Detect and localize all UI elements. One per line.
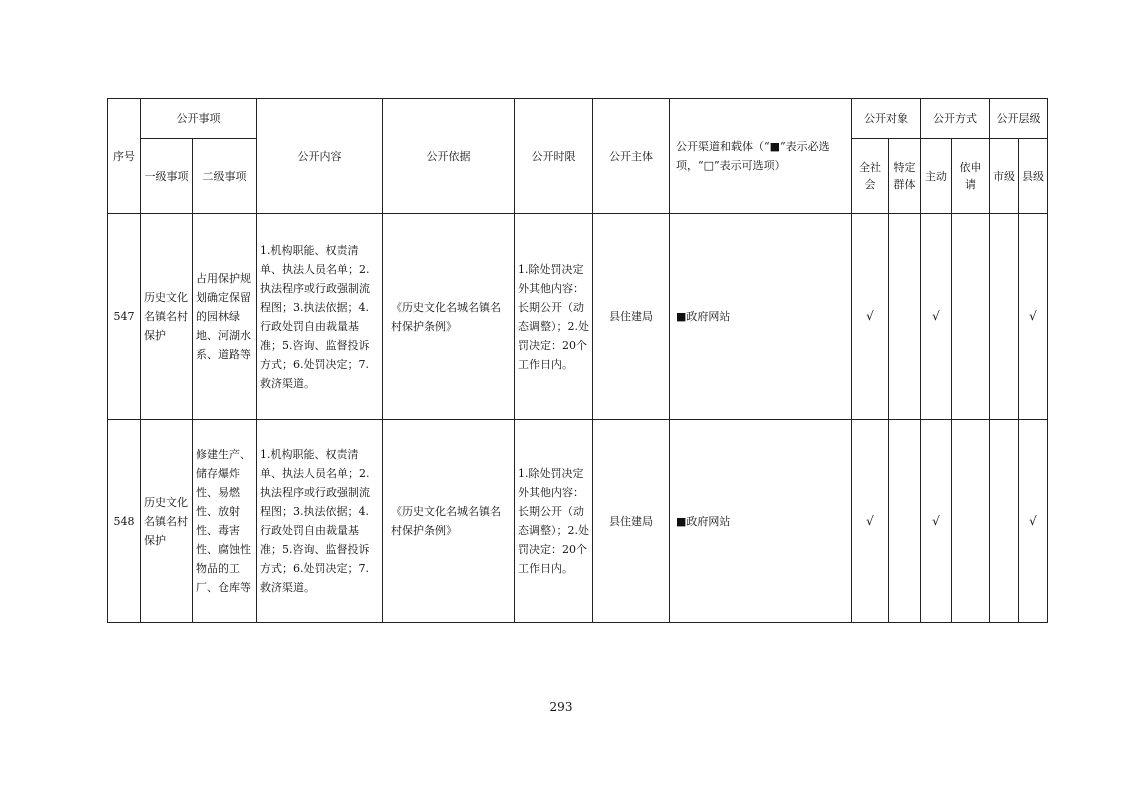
row-seq: 548 [108,420,141,623]
row-method-active: √ [921,214,952,420]
row-level1: 历史文化名镇名村保护 [141,214,193,420]
header-row [108,99,1048,139]
header-method-active-text: 主动 [925,169,947,183]
row-channel: ■政府网站 [670,214,852,420]
row-basis: 《历史文化名城名镇名村保护条例》 [383,420,515,623]
row-tier-city [990,214,1019,420]
header-method-request-text: 依申请 [959,161,982,191]
header-tier-city [990,139,1019,214]
header-method-request [952,139,990,214]
row-level1: 历史文化名镇名村保护 [141,420,193,623]
row-subject: 县住建局 [593,420,670,623]
row-content: 1.机构职能、权责清单、执法人员名单；2.执法程序或行政强制流程图；3.执法依据；4.行政处罚自由裁量基准；5.咨询、监督投诉方式；6.处罚决定；7.救济渠道。 [257,420,383,623]
header-level1: 一级事项 [141,139,193,214]
row-method-request [952,214,990,420]
disclosure-table [107,98,1048,623]
header-target-specific [889,139,921,214]
header-target-specific-text: 特定群体 [893,161,916,191]
header-target: 公开对象 [852,99,921,139]
row-level2: 修建生产、储存爆炸性、易燃性、放射性、毒害性、腐蚀性物品的工厂、仓库等 [193,420,257,623]
row-time: 1.除处罚决定外其他内容：长期公开（动态调整）；2.处罚决定：20个工作日内。 [515,214,593,420]
table-row [108,420,1048,623]
row-target-all: √ [852,420,889,623]
header-basis: 公开依据 [383,99,515,214]
header-target-all-text: 全社会 [859,161,881,191]
row-content: 1.机构职能、权责清单、执法人员名单；2.执法程序或行政强制流程图；3.执法依据；4.行政处罚自由裁量基准；5.咨询、监督投诉方式；6.处罚决定；7.救济渠道。 [257,214,383,420]
row-basis: 《历史文化名城名镇名村保护条例》 [383,214,515,420]
row-channel: ■政府网站 [670,420,852,623]
table-row [108,214,1048,420]
header-method-active [921,139,952,214]
header-tier-county-text: 县级 [1022,169,1044,183]
row-level2: 占用保护规划确定保留的园林绿地、河湖水系、道路等 [193,214,257,420]
header-tier-city-text: 市级 [993,169,1015,183]
header-time: 公开时限 [515,99,593,214]
page-number: 293 [549,700,573,714]
header-channel: 公开渠道和载体（“■”表示必选项，“□”表示可选项） [670,99,852,214]
header-tier-county [1019,139,1048,214]
header-method: 公开方式 [921,99,990,139]
header-level2: 二级事项 [193,139,257,214]
row-target-all: √ [852,214,889,420]
row-seq: 547 [108,214,141,420]
row-target-specific [889,420,921,623]
header-subject: 公开主体 [593,99,670,214]
header-items: 公开事项 [141,99,257,139]
header-tier: 公开层级 [990,99,1048,139]
row-method-request [952,420,990,623]
row-tier-county: √ [1019,420,1048,623]
header-content: 公开内容 [257,99,383,214]
row-target-specific [889,214,921,420]
row-time: 1.除处罚决定外其他内容：长期公开（动态调整）；2.处罚决定：20个工作日内。 [515,420,593,623]
header-seq: 序号 [108,99,141,214]
row-tier-county: √ [1019,214,1048,420]
row-tier-city [990,420,1019,623]
row-subject: 县住建局 [593,214,670,420]
header-target-all [852,139,889,214]
row-method-active: √ [921,420,952,623]
